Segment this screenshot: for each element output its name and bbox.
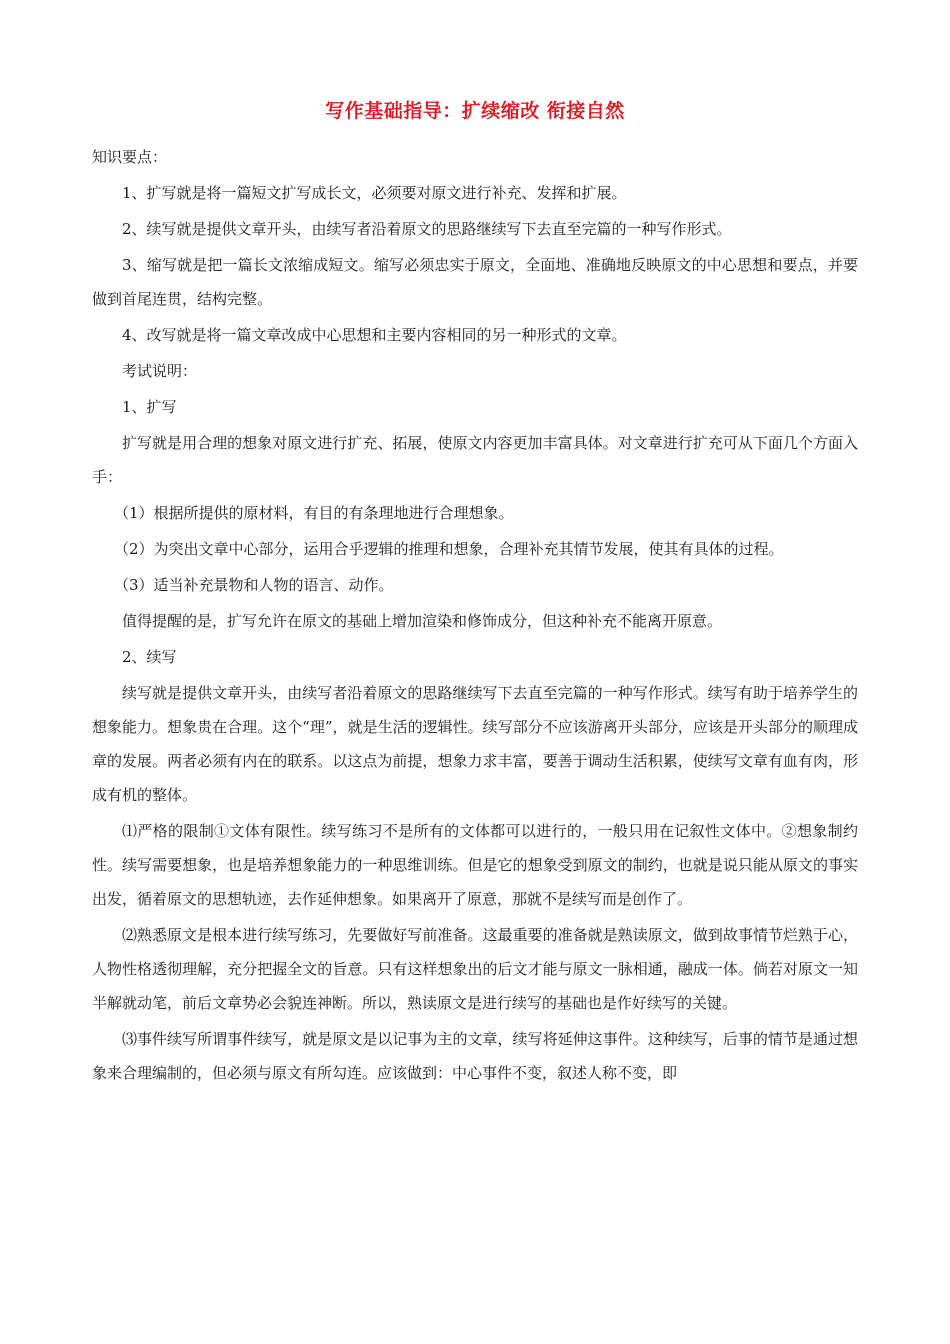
paragraph-gaixie-def: 4、改写就是将一篇文章改成中心思想和主要内容相同的另一种形式的文章。 — [122, 326, 627, 344]
section-heading-knowledge: 知识要点： — [92, 148, 168, 166]
paragraph-xuxie-def: 2、续写就是提供文章开头，由续写者沿着原文的思路继续写下去直至完篇的一种写作形式。 — [122, 220, 732, 238]
list-item-kuoxie-1: （1）根据所提供的原材料，有目的有条理地进行合理想象。 — [114, 504, 514, 522]
subheading-xuxie: 2、续写 — [122, 648, 177, 666]
subheading-kuoxie: 1、扩写 — [122, 398, 177, 416]
list-item-kuoxie-2: （2）为突出文章中心部分，运用合乎逻辑的推理和想象，合理补充其情节发展，使其有具体的过程。 — [114, 540, 784, 558]
paragraph-xuxie-point-2: ⑵熟悉原文是根本进行续写练习，先要做好写前准备。这最重要的准备就是熟读原文，做到故事情节烂熟于心，人物性格透彻理解，充分把握全文的旨意。只有这样想象出的后文才能与原文一脉相通，融成一体。倘若对原文一知半解就动笔，前后文章势必会貌连神断。所以，熟读原文是进行续写的基础也是作好续写的关键。 — [92, 926, 858, 1012]
paragraph-xuxie-point-1: ⑴严格的限制①文体有限性。续写练习不是所有的文体都可以进行的，一般只用在记叙性文体中。②想象制约性。续写需要想象，也是培养想象能力的一种思维训练。但是它的想象受到原文的制约，也就是说只能从原文的事实出发，循着原文的思想轨迹，去作延伸想象。如果离开了原意，那就不是续写而是创作了。 — [92, 822, 858, 908]
document-body — [92, 140, 858, 1092]
list-item-kuoxie-3: （3）适当补充景物和人物的语言、动作。 — [114, 576, 394, 594]
paragraph-xuxie-point-3: ⑶事件续写所谓事件续写，就是原文是以记事为主的文章，续写将延伸这事件。这种续写，后事的情节是通过想象来合理编制的，但必须与原文有所勾连。应该做到：中心事件不变，叙述人称不变，即 — [92, 1030, 858, 1082]
paragraph-xuxie-intro: 续写就是提供文章开头，由续写者沿着原文的思路继续写下去直至完篇的一种写作形式。续写有助于培养学生的想象能力。想象贵在合理。这个“理”，就是生活的逻辑性。续写部分不应该游离开头部分，应该是开头部分的顺理成章的发展。两者必须有内在的联系。以这点为前提，想象力求丰富，要善于调动生活积累，使续写文章有血有肉，形成有机的整体。 — [92, 684, 858, 804]
paragraph-kuoxie-def: 1、扩写就是将一篇短文扩写成长文，必须要对原文进行补充、发挥和扩展。 — [122, 184, 627, 202]
paragraph-kuoxie-intro: 扩写就是用合理的想象对原文进行扩充、拓展，使原文内容更加丰富具体。对文章进行扩充可从下面几个方面入手： — [92, 434, 858, 486]
document-title: 写作基础指导：扩续缩改 衔接自然 — [325, 100, 625, 122]
section-heading-exam: 考试说明： — [122, 362, 198, 380]
paragraph-kuoxie-note: 值得提醒的是，扩写允许在原文的基础上增加渲染和修饰成分，但这种补充不能离开原意。 — [122, 612, 723, 630]
paragraph-suoxie-def: 3、缩写就是把一篇长文浓缩成短文。缩写必须忠实于原文，全面地、准确地反映原文的中心思想和要点，并要做到首尾连贯，结构完整。 — [92, 256, 858, 308]
